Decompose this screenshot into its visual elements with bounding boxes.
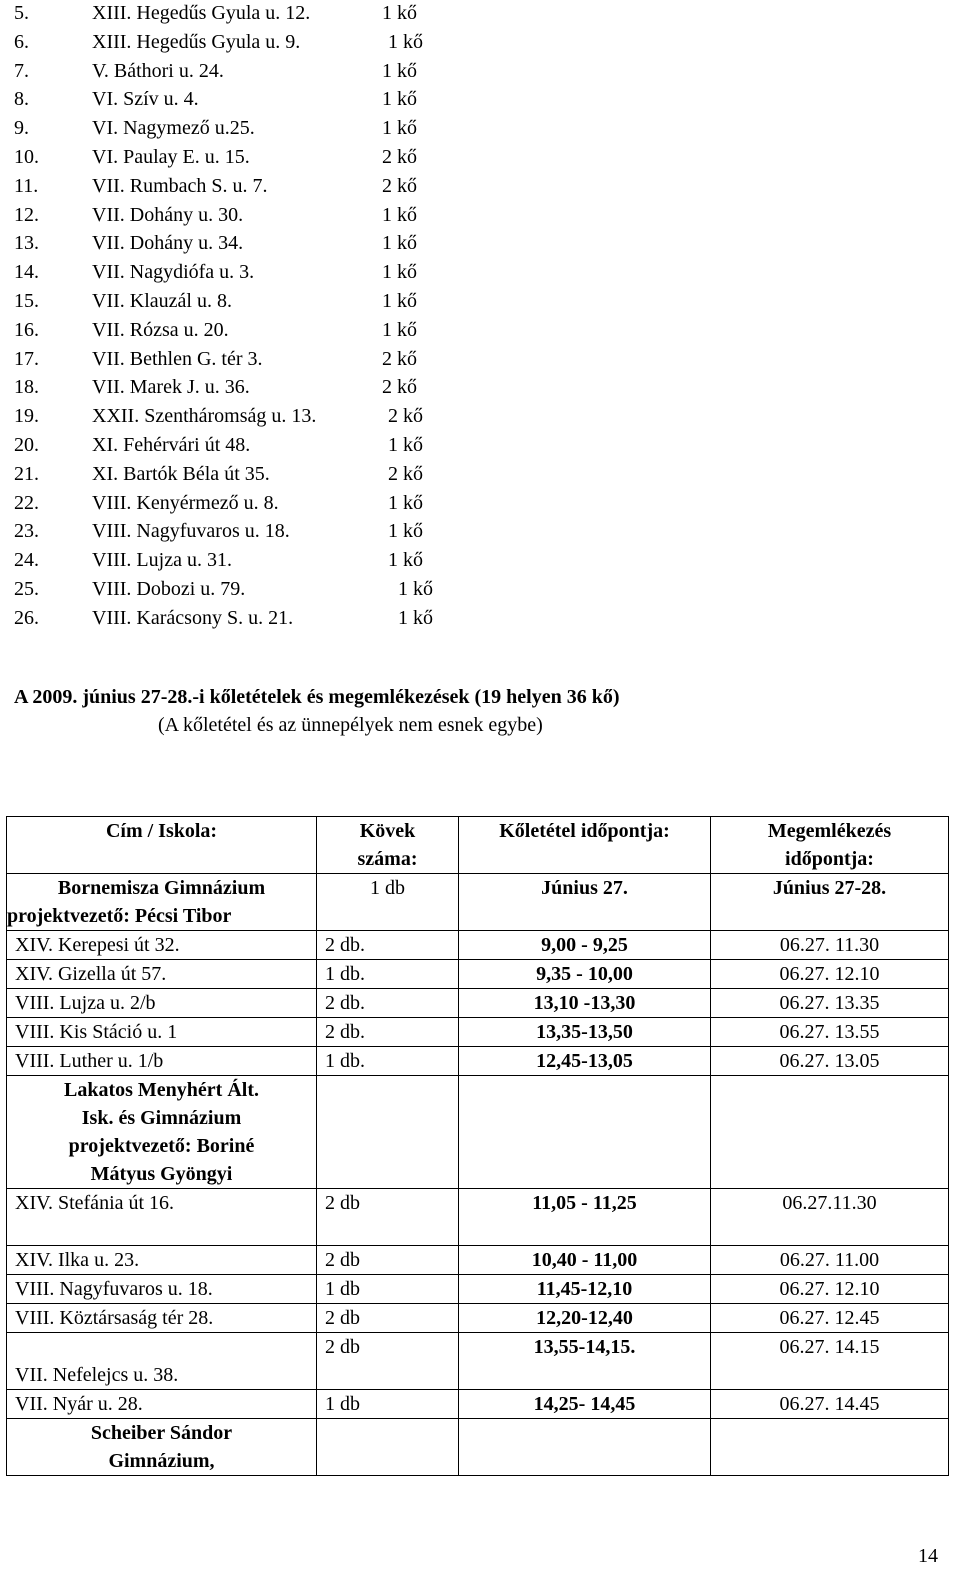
table-header-row xyxy=(7,817,949,874)
list-address: XXII. Szentháromság u. 13. xyxy=(92,405,317,428)
list-number: 11. xyxy=(14,174,39,197)
cell-placement: 13,10 -13,30 xyxy=(459,989,711,1018)
list-number: 23. xyxy=(14,520,39,543)
cell-address: VIII. Nagyfuvaros u. 18. xyxy=(7,1275,317,1304)
cell-address: VII. Nefelejcs u. 38. xyxy=(7,1333,317,1390)
cell-address: XIV. Gizella út 57. xyxy=(7,960,317,989)
list-address: VII. Dohány u. 34. xyxy=(92,232,244,255)
cell-commemoration: 06.27. 12.10 xyxy=(711,1275,949,1304)
list-address: VIII. Kenyérmező u. 8. xyxy=(92,491,279,514)
list-stones: 2 kő xyxy=(388,405,423,428)
section-heading: A 2009. június 27-28.-i kőletételek és megemlékezések (19 helyen 36 kő) xyxy=(14,686,620,708)
school-name: Lakatos Menyhért Ált. Isk. és Gimnázium projektvezető: Boriné Mátyus Gyöngyi xyxy=(7,1076,317,1189)
table-row xyxy=(7,1390,949,1419)
table-row xyxy=(7,989,949,1018)
cell-stones: 2 db. xyxy=(317,989,459,1018)
cell-placement: 9,35 - 10,00 xyxy=(459,960,711,989)
list-address: VII. Klauzál u. 8. xyxy=(92,289,232,312)
list-number: 5. xyxy=(14,2,29,24)
cell-address: VIII. Luther u. 1/b xyxy=(7,1047,317,1076)
table-row xyxy=(7,1246,949,1275)
school-name: Scheiber Sándor Gimnázium, xyxy=(7,1419,317,1476)
list-address: VII. Bethlen G. tér 3. xyxy=(92,347,263,370)
list-number: 21. xyxy=(14,462,39,485)
list-stones: 2 kő xyxy=(382,145,417,168)
table-row xyxy=(7,1304,949,1333)
list-address: XIII. Hegedűs Gyula u. 9. xyxy=(92,30,301,53)
list-stones: 1 kő xyxy=(382,203,417,226)
cell-address: VIII. Lujza u. 2/b xyxy=(7,989,317,1018)
cell-placement: 12,20-12,40 xyxy=(459,1304,711,1333)
list-address: V. Báthori u. 24. xyxy=(92,59,224,82)
list-number: 8. xyxy=(14,88,29,111)
list-stones: 1 kő xyxy=(382,2,417,24)
list-number: 7. xyxy=(14,59,29,82)
list-stones: 2 kő xyxy=(382,347,417,370)
list-address: VII. Nagydiófa u. 3. xyxy=(92,261,255,284)
table-row xyxy=(7,960,949,989)
cell-placement: 13,35-13,50 xyxy=(459,1018,711,1047)
school-placement: Június 27. xyxy=(459,874,711,931)
list-number: 12. xyxy=(14,203,39,226)
list-stones: 1 kő xyxy=(382,59,417,82)
list-stones: 2 kő xyxy=(382,376,417,399)
cell-commemoration: 06.27. 12.45 xyxy=(711,1304,949,1333)
cell-commemoration: 06.27.11.30 xyxy=(711,1189,949,1246)
school-row xyxy=(7,874,949,931)
list-stones: 1 kő xyxy=(388,30,423,53)
list-number: 25. xyxy=(14,577,39,600)
list-number: 17. xyxy=(14,347,39,370)
cell-address: VIII. Kis Stáció u. 1 xyxy=(7,1018,317,1047)
cell-stones: 2 db xyxy=(317,1189,459,1246)
list-address: VI. Szív u. 4. xyxy=(92,88,199,111)
cell-stones: 1 db xyxy=(317,1390,459,1419)
list-address: VII. Rózsa u. 20. xyxy=(92,318,229,341)
school-commemoration: Június 27-28. xyxy=(711,874,949,931)
header-commemoration: Megemlékezés időpontja: xyxy=(711,817,949,874)
list-address: VII. Marek J. u. 36. xyxy=(92,376,250,399)
list-address: VIII. Dobozi u. 79. xyxy=(92,577,246,600)
list-address: VIII. Lujza u. 31. xyxy=(92,549,232,572)
table-row xyxy=(7,1275,949,1304)
list-number: 24. xyxy=(14,549,39,572)
cell-commemoration: 06.27. 13.05 xyxy=(711,1047,949,1076)
cell-placement: 9,00 - 9,25 xyxy=(459,931,711,960)
list-stones: 1 kő xyxy=(382,289,417,312)
school-row xyxy=(7,1076,949,1189)
cell-stones: 2 db. xyxy=(317,931,459,960)
list-address: XIII. Hegedűs Gyula u. 12. xyxy=(92,2,311,24)
cell-address: VIII. Köztársaság tér 28. xyxy=(7,1304,317,1333)
cell-commemoration: 06.27. 11.30 xyxy=(711,931,949,960)
table-row xyxy=(7,931,949,960)
list-stones: 1 kő xyxy=(388,520,423,543)
list-number: 6. xyxy=(14,30,29,53)
list-stones: 2 kő xyxy=(388,462,423,485)
cell-stones: 2 db xyxy=(317,1246,459,1275)
schedule-table xyxy=(6,816,949,1476)
cell-commemoration: 06.27. 13.55 xyxy=(711,1018,949,1047)
header-placement: Kőletétel időpontja: xyxy=(459,817,711,874)
cell-stones: 2 db xyxy=(317,1333,459,1390)
school-row xyxy=(7,1419,949,1476)
list-number: 15. xyxy=(14,289,39,312)
list-stones: 1 kő xyxy=(382,88,417,111)
list-address: VIII. Karácsony S. u. 21. xyxy=(92,606,294,629)
list-number: 26. xyxy=(14,606,39,629)
cell-commemoration: 06.27. 13.35 xyxy=(711,989,949,1018)
list-address: XI. Bartók Béla út 35. xyxy=(92,462,270,485)
cell-stones: 1 db xyxy=(317,1275,459,1304)
cell-commemoration: 06.27. 14.15 xyxy=(711,1333,949,1390)
list-stones: 2 kő xyxy=(382,174,417,197)
cell-address: VII. Nyár u. 28. xyxy=(7,1390,317,1419)
list-address: VI. Paulay E. u. 15. xyxy=(92,145,250,168)
table-row xyxy=(7,1333,949,1390)
list-address: XI. Fehérvári út 48. xyxy=(92,433,251,456)
cell-commemoration: 06.27. 14.45 xyxy=(711,1390,949,1419)
cell-stones: 2 db xyxy=(317,1304,459,1333)
list-number: 22. xyxy=(14,491,39,514)
cell-stones: 1 db. xyxy=(317,1047,459,1076)
cell-address: XIV. Ilka u. 23. xyxy=(7,1246,317,1275)
list-stones: 1 kő xyxy=(398,606,433,629)
list-number: 18. xyxy=(14,376,39,399)
list-stones: 1 kő xyxy=(382,117,417,140)
cell-placement: 10,40 - 11,00 xyxy=(459,1246,711,1275)
list-number: 10. xyxy=(14,145,39,168)
list-stones: 1 kő xyxy=(398,577,433,600)
cell-address: XIV. Stefánia út 16. xyxy=(7,1189,317,1246)
table-row xyxy=(7,1189,949,1246)
list-address: VII. Rumbach S. u. 7. xyxy=(92,174,268,197)
list-address: VIII. Nagyfuvaros u. 18. xyxy=(92,520,290,543)
list-number: 19. xyxy=(14,405,39,428)
section-subheading: (A kőletétel és az ünnepélyek nem esnek egybe) xyxy=(158,714,543,736)
cell-placement: 14,25- 14,45 xyxy=(459,1390,711,1419)
list-stones: 1 kő xyxy=(388,549,423,572)
header-stones: Kövek száma: xyxy=(317,817,459,874)
table-row xyxy=(7,1047,949,1076)
cell-commemoration: 06.27. 11.00 xyxy=(711,1246,949,1275)
cell-placement: 11,45-12,10 xyxy=(459,1275,711,1304)
table-row xyxy=(7,1018,949,1047)
school-stones: 1 db xyxy=(317,874,459,931)
list-number: 20. xyxy=(14,433,39,456)
cell-stones: 1 db. xyxy=(317,960,459,989)
school-name: Bornemisza Gimnázium projektvezető: Pécsi Tibor xyxy=(7,874,317,931)
header-address: Cím / Iskola: xyxy=(7,817,317,874)
list-address: VII. Dohány u. 30. xyxy=(92,203,244,226)
list-stones: 1 kő xyxy=(382,261,417,284)
cell-placement: 13,55-14,15. xyxy=(459,1333,711,1390)
list-number: 14. xyxy=(14,261,39,284)
list-stones: 1 kő xyxy=(382,232,417,255)
cell-address: XIV. Kerepesi út 32. xyxy=(7,931,317,960)
cell-commemoration: 06.27. 12.10 xyxy=(711,960,949,989)
cell-placement: 12,45-13,05 xyxy=(459,1047,711,1076)
list-stones: 1 kő xyxy=(388,433,423,456)
list-number: 9. xyxy=(14,117,29,140)
page-number: 14 xyxy=(918,1545,938,1567)
list-stones: 1 kő xyxy=(388,491,423,514)
list-number: 16. xyxy=(14,318,39,341)
list-address: VI. Nagymező u.25. xyxy=(92,117,255,140)
list-stones: 1 kő xyxy=(382,318,417,341)
cell-stones: 2 db. xyxy=(317,1018,459,1047)
list-number: 13. xyxy=(14,232,39,255)
cell-placement: 11,05 - 11,25 xyxy=(459,1189,711,1246)
